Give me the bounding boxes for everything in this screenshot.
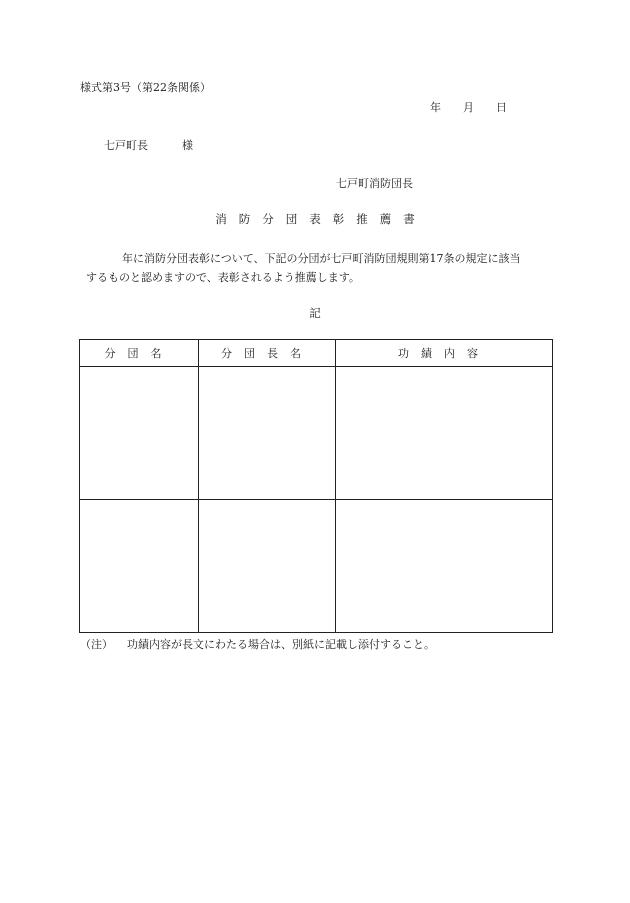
date-year-label: 年 [430, 101, 441, 114]
body-line-2: するものと認めますので、表彰されるよう推薦します。 [86, 271, 360, 284]
date-line [430, 99, 507, 115]
table-header-row [80, 340, 553, 367]
addressee-honorific: 様 [182, 139, 193, 152]
records-table [79, 339, 553, 633]
ki-heading: 記 [309, 306, 321, 320]
achievement-cell[interactable] [336, 367, 553, 500]
table-row [80, 500, 553, 633]
addressee-name: 七戸町長 [104, 139, 148, 152]
branch-name-cell[interactable] [80, 500, 199, 633]
note-text: 功績内容が長文にわたる場合は、別紙に記載し添付すること。 [127, 638, 435, 651]
branch-leader-cell[interactable] [199, 500, 336, 633]
branch-leader-cell[interactable] [199, 367, 336, 500]
body-text [80, 249, 560, 287]
document-title: 消防分団表彰推薦書 [215, 212, 427, 226]
branch-name-cell[interactable] [80, 367, 199, 500]
note-label: （注） [80, 638, 113, 651]
body-line-1: 年に消防分団表彰について、下記の分団が七戸町消防団規則第17条の規定に該当 [122, 252, 521, 265]
form-number: 様式第3号（第22条関係） [80, 81, 211, 94]
header-branch-name: 分団名 [80, 340, 199, 367]
addressee [104, 137, 193, 153]
sender: 七戸町消防団長 [336, 177, 413, 190]
achievement-cell[interactable] [336, 500, 553, 633]
header-achievement: 功績内容 [336, 340, 553, 367]
date-day-label: 日 [496, 101, 507, 114]
date-month-label: 月 [463, 101, 474, 114]
header-branch-leader-name: 分団長名 [199, 340, 336, 367]
note [80, 636, 435, 652]
table-row [80, 367, 553, 500]
